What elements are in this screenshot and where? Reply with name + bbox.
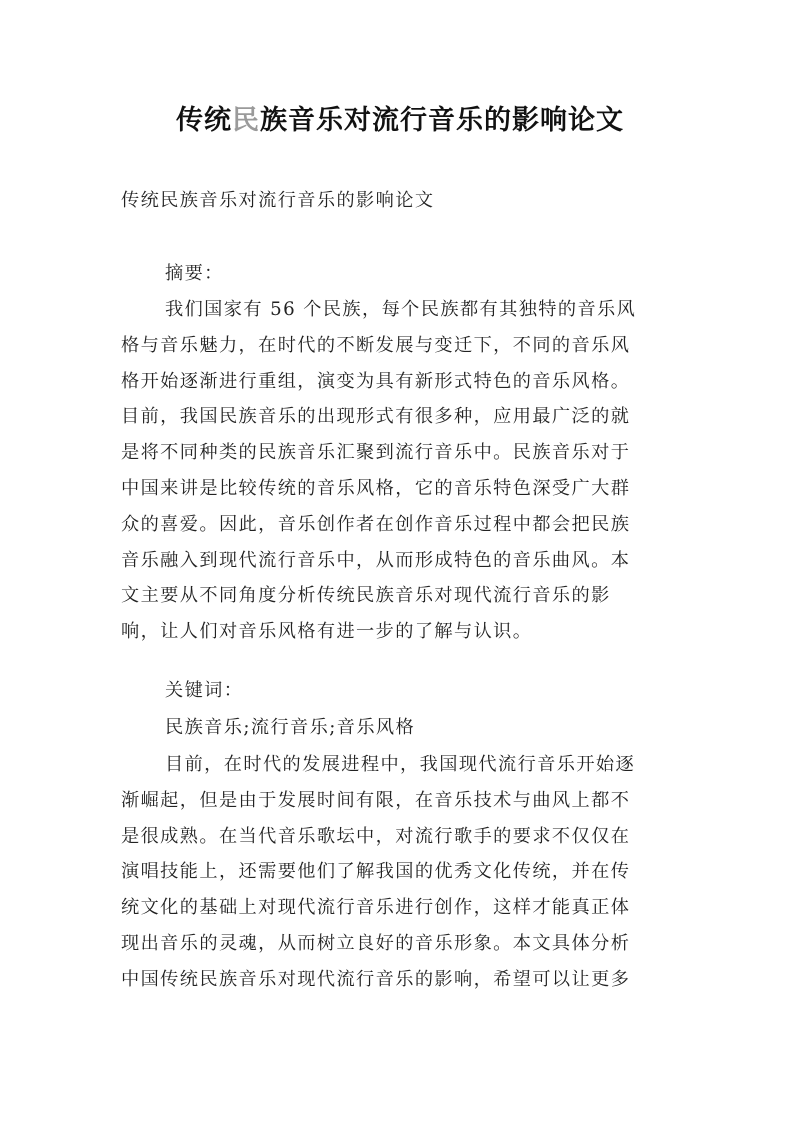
abstract-label-text: 摘要： [165, 263, 224, 284]
abstract-line: 音乐融入到现代流行音乐中，从而形成特色的音乐曲风。本 [121, 549, 631, 571]
intro-line: 目前，在时代的发展进程中，我国现代流行音乐开始逐 [165, 754, 636, 775]
abstract-line: 是将不同种类的民族音乐汇聚到流行音乐中。民族音乐对于 [121, 442, 631, 464]
title-highlight: 民 [232, 105, 260, 136]
keywords-text: 民族音乐;流行音乐;音乐风格 [165, 717, 416, 738]
document-subtitle: 传统民族音乐对流行音乐的影响论文 [121, 190, 435, 211]
intro-paragraph [121, 747, 691, 998]
document-title [0, 101, 800, 141]
abstract-line: 目前，我国民族音乐的出现形式有很多种，应用最广泛的就 [121, 406, 631, 428]
intro-line: 是很成熟。在当代音乐歌坛中，对流行歌手的要求不仅仅在 [121, 825, 631, 847]
abstract-line: 我们国家有 56 个民族，每个民族都有其独特的音乐风 [165, 299, 637, 320]
keywords-label-text: 关键词： [165, 680, 244, 701]
intro-line: 现出音乐的灵魂，从而树立良好的音乐形象。本文具体分析 [121, 932, 631, 954]
intro-line: 中国传统民族音乐对现代流行音乐的影响，希望可以让更多 [121, 968, 631, 990]
title-part-1: 传统 [176, 105, 232, 136]
keywords-label [121, 673, 691, 709]
abstract-paragraph [121, 292, 691, 650]
abstract-line: 响，让人们对音乐风格有进一步的了解与认识。 [121, 621, 533, 643]
abstract-line: 格开始逐渐进行重组，演变为具有新形式特色的音乐风格。 [121, 370, 631, 392]
abstract-label [121, 256, 691, 292]
abstract-line: 文主要从不同角度分析传统民族音乐对现代流行音乐的影 [121, 585, 611, 607]
abstract-line: 中国来讲是比较传统的音乐风格，它的音乐特色深受广大群 [121, 477, 631, 499]
keywords [121, 710, 691, 746]
intro-line: 统文化的基础上对现代流行音乐进行创作，这样才能真正体 [121, 897, 631, 919]
abstract-line: 众的喜爱。因此，音乐创作者在创作音乐过程中都会把民族 [121, 513, 631, 535]
intro-line: 渐崛起，但是由于发展时间有限，在音乐技术与曲风上都不 [121, 789, 631, 811]
abstract-line: 格与音乐魅力，在时代的不断发展与变迁下，不同的音乐风 [121, 334, 631, 356]
intro-line: 演唱技能上，还需要他们了解我国的优秀文化传统，并在传 [121, 861, 631, 883]
title-part-2: 族音乐对流行音乐的影响论文 [260, 105, 624, 136]
